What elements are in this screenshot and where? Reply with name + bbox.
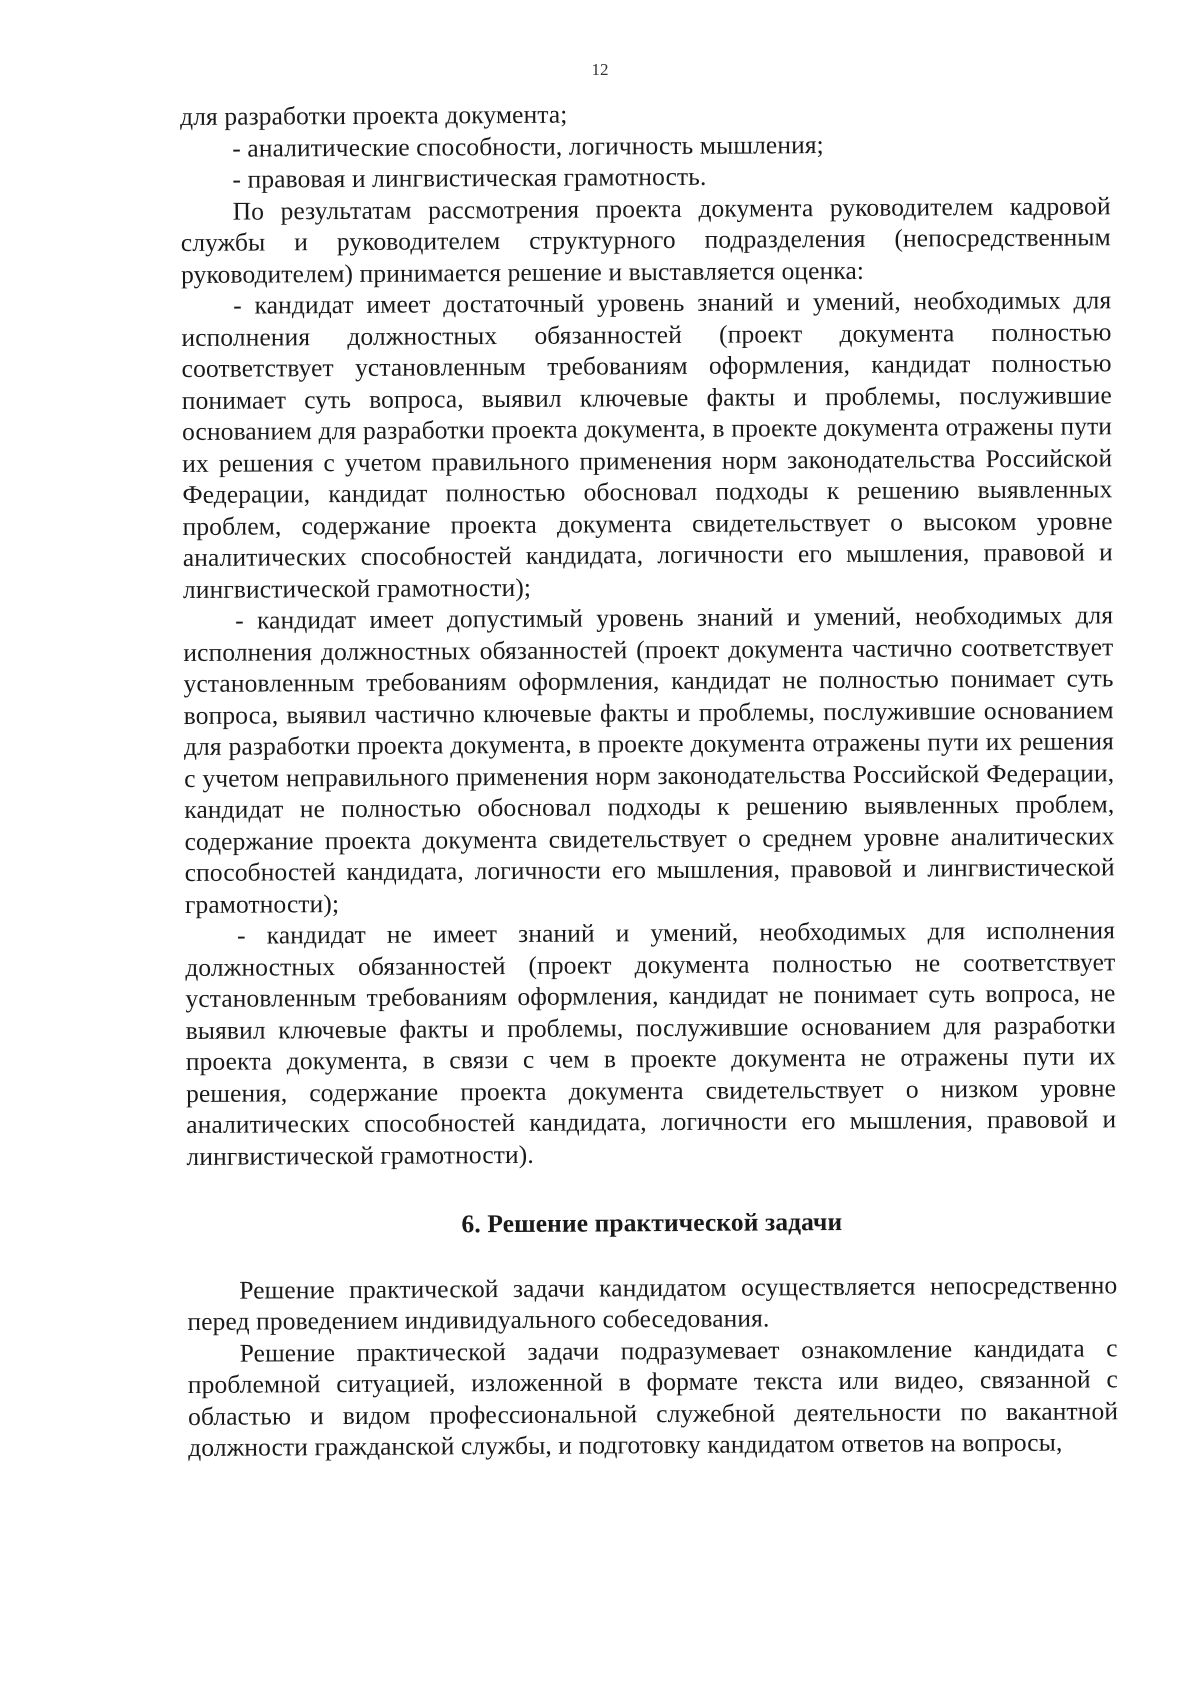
paragraph-evaluation-intro: По результатам рассмотрения проекта документа руководителем кадровой службы и руководителем структурного подразделения (непосредственным руководителем) принимается решение и выставляется оценка: xyxy=(180,190,1111,289)
list-item-sufficient-level: - кандидат имеет достаточный уровень знаний и умений, необходимых для исполнения должностных обязанностей (проект документа полностью соответствует установленным требованиям оформления, кандидат полностью понимает суть вопроса, выявил ключевые факты и проблемы, послужившие основанием для разработки проекта документа, в проекте документа отражены пути их решения с учетом правильного применения норм законодательства Российской Федерации, кандидат полностью обосновал подходы к решению выявленных проблем, содержание проекта документа свидетельствует о высоком уровне аналитических способностей кандидата, логичности его мышления, правовой и лингвистической грамотности); xyxy=(181,285,1113,604)
paragraph-task-timing: Решение практической задачи кандидатом осуществляется непосредственно перед проведением индивидуального собеседования. xyxy=(187,1269,1118,1336)
document-body xyxy=(180,95,1118,1463)
list-item-insufficient-level: - кандидат не имеет знаний и умений, необходимых для исполнения должностных обязанностей (проект документа полностью не соответствует установленным требованиям оформления, кандидат не понимает суть вопроса, не выявил ключевые факты и проблемы, послужившие основанием для разработки проекта документа, в связи с чем в проекте документа не отражены пути их решения, содержание проекта документа свидетельствует о низком уровне аналитических способностей кандидата, логичности его мышления, правовой и лингвистической грамотности). xyxy=(185,915,1117,1171)
list-item-acceptable-level: - кандидат имеет допустимый уровень знаний и умений, необходимых для исполнения должностных обязанностей (проект документа частично соответствует установленным требованиям оформления, кандидат не полностью понимает суть вопроса, выявил частично ключевые факты и проблемы, послужившие основанием для разработки проекта документа, в проекте документа отражены пути их решения с учетом неправильного применения норм законодательства Российской Федерации, кандидат не полностью обосновал подходы к решению выявленных проблем, содержание проекта документа свидетельствует о среднем уровне аналитических способностей кандидата, логичности его мышления, правовой и лингвистической грамотности); xyxy=(183,600,1115,919)
list-item-analytical-skills: - аналитические способности, логичность мышления; xyxy=(232,129,824,163)
page-number: 12 xyxy=(591,60,609,79)
section-heading: 6. Решение практической задачи xyxy=(461,1206,843,1239)
list-item-legal-literacy: - правовая и лингвистическая грамотность. xyxy=(232,161,707,194)
paragraph-continuation: для разработки проекта документа; xyxy=(180,99,568,131)
paragraph-task-description: Решение практической задачи подразумевает ознакомление кандидата с проблемной ситуацией, изложенной в формате текста или видео, связанной с областью и видом профессиональной служебной деятельности по вакантной должности гражданской службы, и подготовку кандидатом ответов на вопросы, xyxy=(187,1332,1119,1462)
